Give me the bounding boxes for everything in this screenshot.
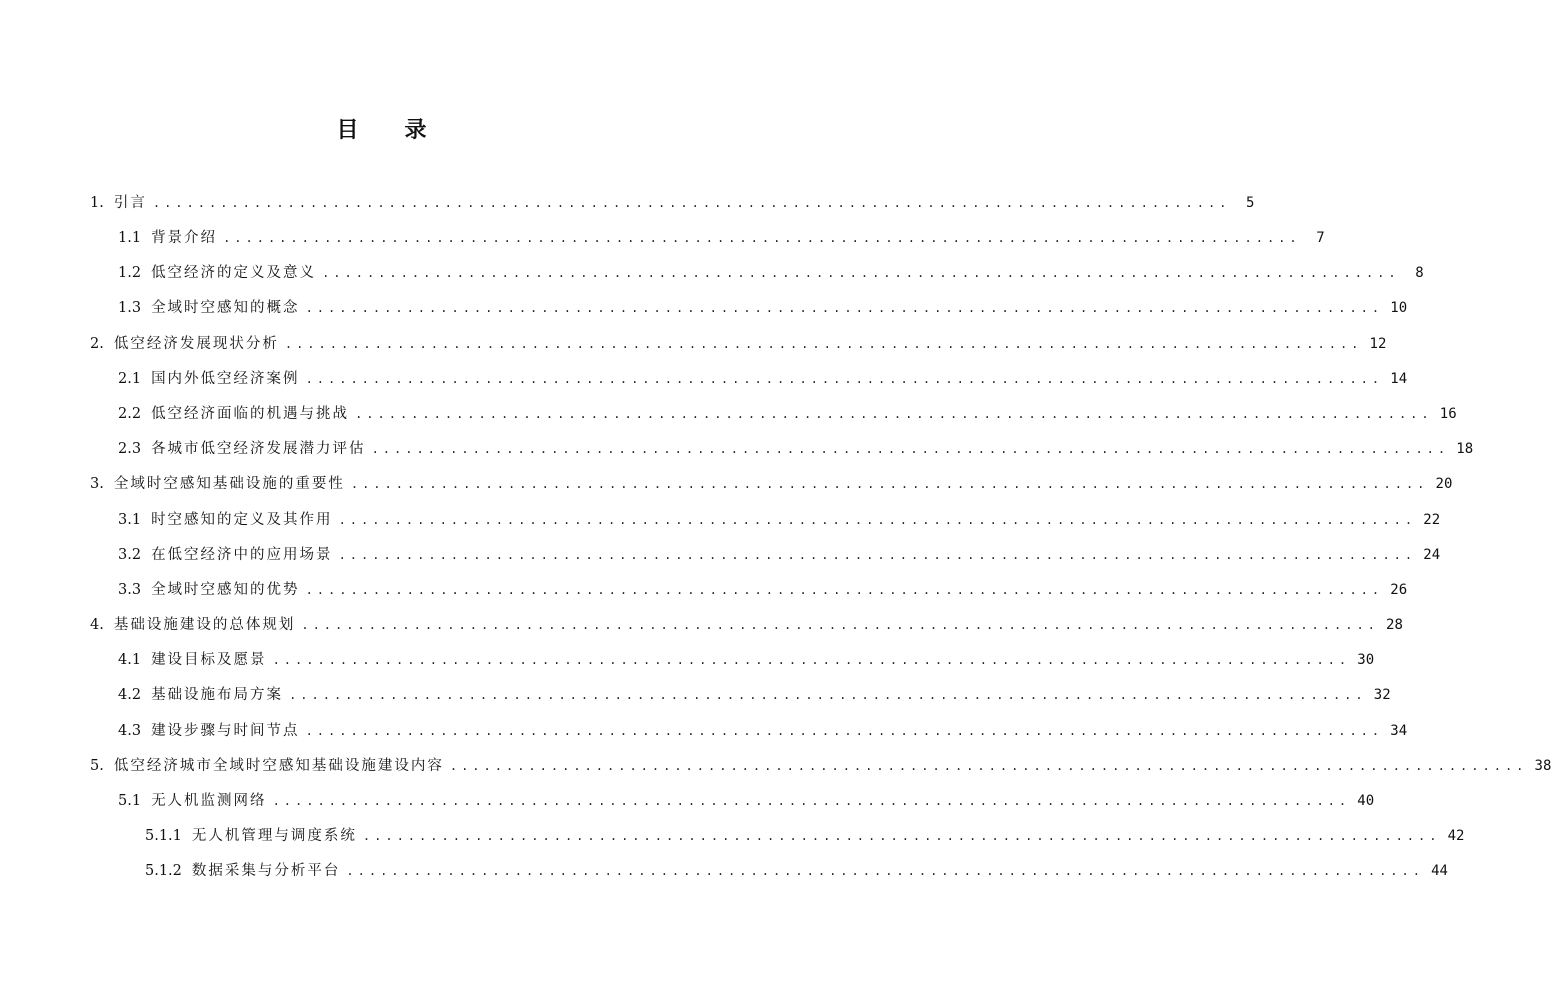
toc-page-number: 22 [1423, 512, 1441, 528]
toc-number: 3.1 [118, 512, 142, 528]
leader-dots: ................................................................................................ [350, 477, 1429, 491]
toc-page-number: 28 [1386, 617, 1403, 633]
toc-entry-2[interactable] [90, 332, 1387, 356]
toc-entry-3-3[interactable] [118, 578, 1408, 602]
toc-page-number: 5 [1245, 195, 1255, 211]
leader-dots: ................................................................................................ [272, 794, 1351, 808]
toc-number: 4.1 [118, 652, 142, 668]
toc-page-number: 10 [1390, 300, 1408, 316]
toc-entry-1-2[interactable] [118, 261, 1424, 285]
toc-number: 4. [90, 617, 104, 633]
toc-number: 4.2 [118, 687, 142, 703]
toc-page-number: 24 [1423, 547, 1441, 563]
toc-page-number: 8 [1415, 265, 1424, 281]
leader-dots: ................................................................................................ [301, 618, 1379, 632]
toc-page-number: 12 [1369, 336, 1387, 352]
leader-dots: ................................................................................................ [272, 653, 1351, 667]
leader-dots: ................................................................................................ [338, 513, 1417, 527]
toc-page-number: 16 [1439, 406, 1457, 422]
toc-number: 1.1 [118, 230, 142, 246]
leader-dots: ................................................................................................ [362, 829, 1441, 843]
toc-label: 数据采集与分析平台 [191, 863, 341, 879]
toc-number: 5.1.1 [145, 828, 182, 844]
toc-page-number: 44 [1431, 863, 1448, 879]
toc-number: 4.3 [118, 723, 142, 739]
toc-entry-2-1[interactable] [118, 367, 1408, 391]
toc-entry-5-1-1[interactable] [145, 824, 1465, 848]
toc-label: 时空感知的定义及其作用 [151, 512, 333, 528]
toc-entry-2-3[interactable] [118, 437, 1474, 461]
leader-dots: ................................................................................................ [305, 301, 1384, 315]
toc-page-number: 30 [1357, 652, 1375, 668]
toc-number: 5.1 [118, 793, 142, 809]
toc-label: 基础设施建设的总体规划 [113, 617, 296, 633]
toc-entry-5[interactable] [90, 754, 1551, 778]
toc-number: 1.2 [118, 265, 142, 281]
leader-dots: ................................................................................................ [338, 548, 1417, 562]
leader-dots: ................................................................................................ [223, 231, 1301, 245]
toc-entry-5-1-2[interactable] [145, 859, 1448, 883]
toc-page-number: 18 [1456, 441, 1474, 457]
toc-label: 全域时空感知的概念 [151, 300, 300, 316]
toc-entry-4-2[interactable] [118, 683, 1391, 707]
toc-page-number: 26 [1390, 582, 1408, 598]
toc-entry-5-1[interactable] [118, 789, 1375, 813]
leader-dots: ................................................................................................ [305, 372, 1384, 386]
toc-label: 在低空经济中的应用场景 [151, 547, 333, 563]
toc-number: 2.1 [118, 371, 142, 387]
toc-title-part1: 目 [336, 118, 361, 143]
toc-entry-1-3[interactable] [118, 296, 1408, 320]
toc-label: 各城市低空经济发展潜力评估 [151, 441, 366, 457]
toc-page-number: 20 [1435, 476, 1453, 492]
toc-entry-3[interactable] [90, 472, 1453, 496]
toc-number: 1.3 [118, 300, 142, 316]
toc-number: 2. [90, 336, 104, 352]
leader-dots: ................................................................................................ [355, 407, 1433, 421]
leader-dots: ................................................................................................ [289, 688, 1367, 702]
toc-label: 全域时空感知的优势 [151, 582, 300, 598]
toc-label: 背景介绍 [151, 230, 218, 246]
toc-page-number: 34 [1390, 723, 1408, 739]
toc-number: 3.3 [118, 582, 142, 598]
toc-label: 低空经济发展现状分析 [113, 336, 279, 352]
leader-dots: ................................................................................................ [346, 864, 1424, 878]
toc-entry-2-2[interactable] [118, 402, 1457, 426]
toc-entry-3-1[interactable] [118, 508, 1441, 532]
toc-entry-1-1[interactable] [118, 226, 1325, 250]
toc-label: 无人机管理与调度系统 [191, 828, 357, 844]
toc-page-number: 14 [1390, 371, 1408, 387]
leader-dots: ................................................................................................ [305, 583, 1384, 597]
toc-number: 3. [90, 476, 104, 492]
toc-label: 全域时空感知基础设施的重要性 [113, 476, 345, 492]
toc-number: 2.3 [118, 441, 142, 457]
leader-dots: ................................................................................................ [284, 337, 1363, 351]
toc-label: 低空经济城市全域时空感知基础设施建设内容 [113, 758, 444, 774]
toc-page-number: 40 [1357, 793, 1375, 809]
toc-title-part2: 录 [404, 118, 429, 143]
leader-dots: ................................................................................................ [152, 196, 1231, 210]
toc-label: 国内外低空经济案例 [151, 371, 300, 387]
toc-page-number: 38 [1534, 758, 1551, 774]
toc-label: 建设步骤与时间节点 [151, 723, 300, 739]
toc-entry-4-3[interactable] [118, 719, 1408, 743]
toc-number: 1. [90, 195, 104, 211]
toc-page-number: 42 [1447, 828, 1465, 844]
toc-label: 低空经济面临的机遇与挑战 [151, 406, 350, 422]
toc-number: 2.2 [118, 406, 142, 422]
leader-dots: ................................................................................................ [371, 442, 1450, 456]
leader-dots: ................................................................................................ [322, 266, 1400, 280]
toc-number: 5. [90, 758, 104, 774]
toc-page-number: 7 [1316, 230, 1325, 246]
toc-label: 建设目标及愿景 [151, 652, 267, 668]
leader-dots: ................................................................................................ [305, 724, 1384, 738]
toc-entry-1[interactable] [90, 191, 1255, 215]
toc-page-number: 32 [1373, 687, 1391, 703]
toc-entry-4-1[interactable] [118, 648, 1375, 672]
toc-label: 基础设施布局方案 [151, 687, 284, 703]
toc-label: 低空经济的定义及意义 [151, 265, 317, 281]
toc-label: 引言 [113, 195, 147, 211]
toc-number: 3.2 [118, 547, 142, 563]
toc-entry-3-2[interactable] [118, 543, 1441, 567]
toc-number: 5.1.2 [145, 863, 182, 879]
leader-dots: ................................................................................................ [449, 759, 1528, 773]
toc-entry-4[interactable] [90, 613, 1403, 637]
toc-label: 无人机监测网络 [151, 793, 267, 809]
